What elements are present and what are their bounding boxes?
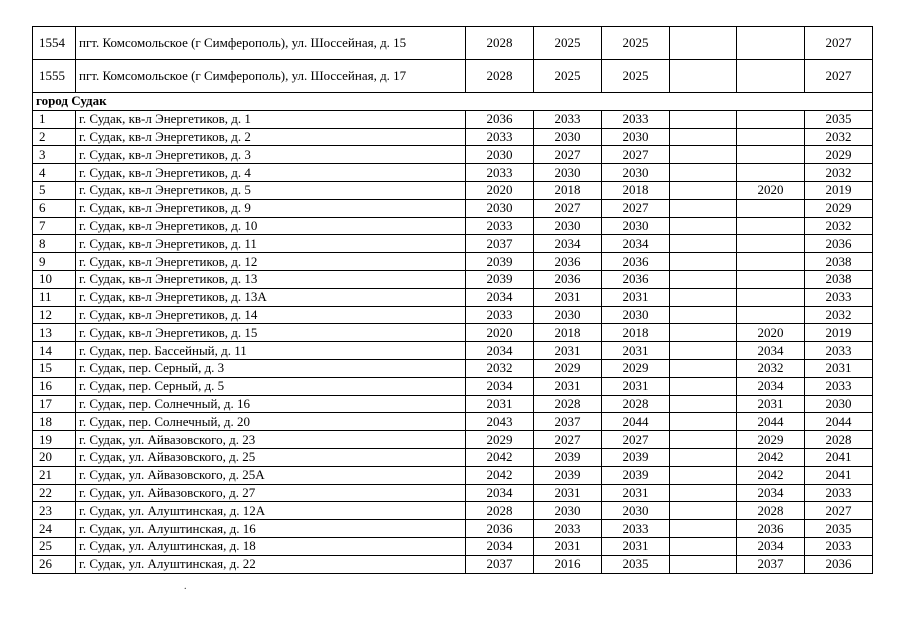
row-number: 23 [33, 502, 76, 520]
year-cell: 2020 [737, 181, 805, 199]
year-cell: 2025 [534, 27, 602, 60]
year-cell: 2030 [534, 306, 602, 324]
year-cell: 2037 [534, 413, 602, 431]
address-cell: г. Судак, ул. Айвазовского, д. 25А [76, 466, 466, 484]
address-cell: г. Судак, кв-л Энергетиков, д. 14 [76, 306, 466, 324]
year-cell: 2030 [602, 306, 670, 324]
row-number: 13 [33, 324, 76, 342]
year-cell: 2032 [805, 164, 873, 182]
address-cell: г. Судак, ул. Алуштинская, д. 22 [76, 555, 466, 573]
year-cell: 2033 [805, 288, 873, 306]
row-number: 15 [33, 359, 76, 377]
address-cell: г. Судак, кв-л Энергетиков, д. 4 [76, 164, 466, 182]
year-cell: 2028 [466, 27, 534, 60]
year-cell: 2033 [534, 110, 602, 128]
row-number: 20 [33, 448, 76, 466]
address-cell: г. Судак, ул. Айвазовского, д. 27 [76, 484, 466, 502]
year-cell: 2030 [534, 217, 602, 235]
row-number: 10 [33, 270, 76, 288]
year-cell: 2018 [602, 181, 670, 199]
address-cell: пгт. Комсомольское (г Симферополь), ул. Шоссейная, д. 15 [76, 27, 466, 60]
table-row [33, 555, 873, 573]
year-cell: 2035 [805, 110, 873, 128]
year-cell: 2031 [534, 342, 602, 360]
year-cell [670, 431, 737, 449]
year-cell: 2030 [534, 128, 602, 146]
year-cell: 2030 [805, 395, 873, 413]
table-row [33, 270, 873, 288]
year-cell: 2032 [737, 359, 805, 377]
year-cell: 2019 [805, 181, 873, 199]
year-cell [670, 199, 737, 217]
buildings-table [32, 26, 873, 574]
year-cell: 2042 [466, 448, 534, 466]
year-cell: 2031 [602, 537, 670, 555]
year-cell: 2034 [737, 377, 805, 395]
year-cell: 2029 [602, 359, 670, 377]
year-cell: 2033 [805, 342, 873, 360]
year-cell: 2036 [805, 235, 873, 253]
address-cell: г. Судак, кв-л Энергетиков, д. 15 [76, 324, 466, 342]
year-cell [737, 199, 805, 217]
year-cell: 2044 [737, 413, 805, 431]
table-row [33, 253, 873, 271]
row-number: 16 [33, 377, 76, 395]
year-cell: 2044 [805, 413, 873, 431]
year-cell: 2030 [466, 146, 534, 164]
year-cell [670, 128, 737, 146]
address-cell: г. Судак, кв-л Энергетиков, д. 10 [76, 217, 466, 235]
year-cell [737, 306, 805, 324]
row-number: 18 [33, 413, 76, 431]
year-cell [670, 60, 737, 93]
year-cell [670, 520, 737, 538]
year-cell: 2042 [737, 448, 805, 466]
year-cell: 2030 [602, 164, 670, 182]
section-row [33, 93, 873, 111]
table-row [33, 288, 873, 306]
year-cell: 2027 [534, 431, 602, 449]
year-cell: 2030 [534, 164, 602, 182]
year-cell: 2018 [534, 324, 602, 342]
row-number: 5 [33, 181, 76, 199]
year-cell [670, 377, 737, 395]
year-cell: 2037 [466, 235, 534, 253]
year-cell: 2029 [805, 146, 873, 164]
year-cell: 2036 [466, 520, 534, 538]
table-row [33, 484, 873, 502]
year-cell: 2025 [602, 60, 670, 93]
year-cell: 2027 [602, 431, 670, 449]
year-cell: 2028 [466, 60, 534, 93]
address-cell: г. Судак, кв-л Энергетиков, д. 1 [76, 110, 466, 128]
row-number: 1 [33, 110, 76, 128]
table-row [33, 60, 873, 93]
address-cell: г. Судак, кв-л Энергетиков, д. 3 [76, 146, 466, 164]
table-row [33, 110, 873, 128]
year-cell: 2027 [805, 27, 873, 60]
year-cell [737, 217, 805, 235]
year-cell [670, 288, 737, 306]
year-cell: 2036 [534, 270, 602, 288]
year-cell: 2033 [466, 306, 534, 324]
year-cell: 2032 [805, 217, 873, 235]
year-cell: 2029 [737, 431, 805, 449]
year-cell: 2028 [737, 502, 805, 520]
year-cell: 2041 [805, 448, 873, 466]
table-row [33, 146, 873, 164]
table-row [33, 306, 873, 324]
row-number: 1554 [33, 27, 76, 60]
year-cell: 2034 [466, 288, 534, 306]
table-row [33, 395, 873, 413]
year-cell: 2032 [805, 306, 873, 324]
year-cell: 2033 [602, 520, 670, 538]
year-cell: 2039 [602, 448, 670, 466]
year-cell: 2020 [466, 324, 534, 342]
year-cell: 2030 [534, 502, 602, 520]
year-cell: 2027 [602, 199, 670, 217]
row-number: 9 [33, 253, 76, 271]
year-cell: 2025 [602, 27, 670, 60]
row-number: 4 [33, 164, 76, 182]
address-cell: г. Судак, ул. Алуштинская, д. 16 [76, 520, 466, 538]
year-cell: 2033 [805, 377, 873, 395]
year-cell: 2035 [602, 555, 670, 573]
year-cell: 2036 [534, 253, 602, 271]
address-cell: г. Судак, пер. Солнечный, д. 20 [76, 413, 466, 431]
row-number: 26 [33, 555, 76, 573]
year-cell: 2036 [805, 555, 873, 573]
address-cell: г. Судак, кв-л Энергетиков, д. 12 [76, 253, 466, 271]
address-cell: г. Судак, кв-л Энергетиков, д. 13А [76, 288, 466, 306]
table-row [33, 164, 873, 182]
row-number: 19 [33, 431, 76, 449]
year-cell: 2018 [602, 324, 670, 342]
year-cell: 2042 [737, 466, 805, 484]
year-cell [737, 146, 805, 164]
year-cell: 2036 [466, 110, 534, 128]
year-cell: 2037 [466, 555, 534, 573]
year-cell: 2032 [805, 128, 873, 146]
year-cell [670, 448, 737, 466]
year-cell: 2028 [466, 502, 534, 520]
year-cell: 2031 [602, 484, 670, 502]
year-cell [737, 288, 805, 306]
year-cell: 2027 [805, 502, 873, 520]
year-cell: 2028 [805, 431, 873, 449]
year-cell: 2029 [805, 199, 873, 217]
year-cell [670, 359, 737, 377]
year-cell: 2020 [466, 181, 534, 199]
year-cell: 2031 [602, 342, 670, 360]
year-cell: 2032 [466, 359, 534, 377]
table-body [33, 27, 873, 574]
year-cell: 2034 [737, 484, 805, 502]
year-cell: 2030 [602, 217, 670, 235]
table-row [33, 342, 873, 360]
year-cell: 2027 [805, 60, 873, 93]
address-cell: г. Судак, пер. Бассейный, д. 11 [76, 342, 466, 360]
year-cell: 2030 [602, 502, 670, 520]
year-cell: 2031 [534, 484, 602, 502]
year-cell: 2016 [534, 555, 602, 573]
year-cell [737, 253, 805, 271]
row-number: 21 [33, 466, 76, 484]
row-number: 8 [33, 235, 76, 253]
year-cell: 2033 [466, 164, 534, 182]
year-cell: 2018 [534, 181, 602, 199]
year-cell: 2031 [534, 377, 602, 395]
table-row [33, 359, 873, 377]
year-cell: 2031 [466, 395, 534, 413]
year-cell: 2042 [466, 466, 534, 484]
year-cell [670, 164, 737, 182]
address-cell: пгт. Комсомольское (г Симферополь), ул. Шоссейная, д. 17 [76, 60, 466, 93]
year-cell: 2039 [534, 448, 602, 466]
year-cell: 2027 [602, 146, 670, 164]
table-row [33, 448, 873, 466]
year-cell [670, 342, 737, 360]
footer-mark: . [184, 581, 187, 592]
year-cell: 2034 [602, 235, 670, 253]
table-row [33, 199, 873, 217]
row-number: 2 [33, 128, 76, 146]
year-cell [670, 270, 737, 288]
year-cell: 2029 [466, 431, 534, 449]
table-row [33, 502, 873, 520]
year-cell [670, 413, 737, 431]
year-cell [670, 324, 737, 342]
year-cell [670, 306, 737, 324]
year-cell [670, 466, 737, 484]
year-cell [737, 110, 805, 128]
year-cell [670, 555, 737, 573]
year-cell [670, 395, 737, 413]
address-cell: г. Судак, пер. Серный, д. 3 [76, 359, 466, 377]
section-title: город Судак [33, 93, 873, 111]
year-cell [670, 181, 737, 199]
year-cell: 2033 [805, 484, 873, 502]
year-cell: 2034 [534, 235, 602, 253]
year-cell: 2031 [602, 288, 670, 306]
year-cell [670, 484, 737, 502]
year-cell: 2034 [466, 377, 534, 395]
table-row [33, 537, 873, 555]
table-row [33, 235, 873, 253]
table-row [33, 27, 873, 60]
year-cell: 2031 [805, 359, 873, 377]
year-cell: 2034 [737, 342, 805, 360]
year-cell [737, 235, 805, 253]
year-cell: 2033 [534, 520, 602, 538]
year-cell: 2027 [534, 146, 602, 164]
row-number: 12 [33, 306, 76, 324]
address-cell: г. Судак, ул. Алуштинская, д. 18 [76, 537, 466, 555]
year-cell: 2031 [534, 537, 602, 555]
address-cell: г. Судак, ул. Айвазовского, д. 23 [76, 431, 466, 449]
year-cell: 2019 [805, 324, 873, 342]
year-cell [670, 110, 737, 128]
address-cell: г. Судак, кв-л Энергетиков, д. 9 [76, 199, 466, 217]
year-cell: 2033 [602, 110, 670, 128]
year-cell [737, 60, 805, 93]
year-cell: 2039 [602, 466, 670, 484]
year-cell: 2036 [602, 270, 670, 288]
year-cell [737, 27, 805, 60]
table-row [33, 466, 873, 484]
year-cell: 2039 [534, 466, 602, 484]
table-row [33, 128, 873, 146]
year-cell: 2028 [534, 395, 602, 413]
table-row [33, 413, 873, 431]
row-number: 1555 [33, 60, 76, 93]
address-cell: г. Судак, ул. Алуштинская, д. 12А [76, 502, 466, 520]
year-cell: 2044 [602, 413, 670, 431]
year-cell: 2030 [466, 199, 534, 217]
year-cell: 2033 [466, 128, 534, 146]
year-cell: 2038 [805, 270, 873, 288]
table-row [33, 217, 873, 235]
row-number: 6 [33, 199, 76, 217]
table-row [33, 520, 873, 538]
row-number: 14 [33, 342, 76, 360]
year-cell [670, 253, 737, 271]
year-cell: 2031 [534, 288, 602, 306]
year-cell: 2027 [534, 199, 602, 217]
year-cell: 2034 [466, 342, 534, 360]
year-cell: 2020 [737, 324, 805, 342]
year-cell: 2036 [737, 520, 805, 538]
year-cell: 2034 [466, 484, 534, 502]
address-cell: г. Судак, кв-л Энергетиков, д. 2 [76, 128, 466, 146]
year-cell: 2033 [805, 537, 873, 555]
table-row [33, 431, 873, 449]
row-number: 7 [33, 217, 76, 235]
table-row [33, 181, 873, 199]
year-cell [737, 270, 805, 288]
year-cell [670, 217, 737, 235]
address-cell: г. Судак, кв-л Энергетиков, д. 11 [76, 235, 466, 253]
year-cell: 2035 [805, 520, 873, 538]
table-row [33, 324, 873, 342]
year-cell: 2033 [466, 217, 534, 235]
row-number: 17 [33, 395, 76, 413]
year-cell [670, 146, 737, 164]
year-cell: 2028 [602, 395, 670, 413]
year-cell: 2039 [466, 270, 534, 288]
year-cell: 2036 [602, 253, 670, 271]
year-cell: 2038 [805, 253, 873, 271]
year-cell: 2031 [737, 395, 805, 413]
year-cell: 2029 [534, 359, 602, 377]
year-cell: 2025 [534, 60, 602, 93]
year-cell [670, 235, 737, 253]
address-cell: г. Судак, кв-л Энергетиков, д. 13 [76, 270, 466, 288]
year-cell: 2034 [737, 537, 805, 555]
year-cell: 2039 [466, 253, 534, 271]
row-number: 11 [33, 288, 76, 306]
address-cell: г. Судак, кв-л Энергетиков, д. 5 [76, 181, 466, 199]
address-cell: г. Судак, пер. Серный, д. 5 [76, 377, 466, 395]
address-cell: г. Судак, ул. Айвазовского, д. 25 [76, 448, 466, 466]
year-cell: 2030 [602, 128, 670, 146]
year-cell [737, 164, 805, 182]
year-cell: 2041 [805, 466, 873, 484]
row-number: 22 [33, 484, 76, 502]
table-row [33, 377, 873, 395]
year-cell: 2043 [466, 413, 534, 431]
row-number: 3 [33, 146, 76, 164]
year-cell: 2034 [466, 537, 534, 555]
year-cell: 2037 [737, 555, 805, 573]
year-cell [737, 128, 805, 146]
address-cell: г. Судак, пер. Солнечный, д. 16 [76, 395, 466, 413]
year-cell [670, 502, 737, 520]
year-cell [670, 27, 737, 60]
year-cell: 2031 [602, 377, 670, 395]
row-number: 24 [33, 520, 76, 538]
year-cell [670, 537, 737, 555]
row-number: 25 [33, 537, 76, 555]
